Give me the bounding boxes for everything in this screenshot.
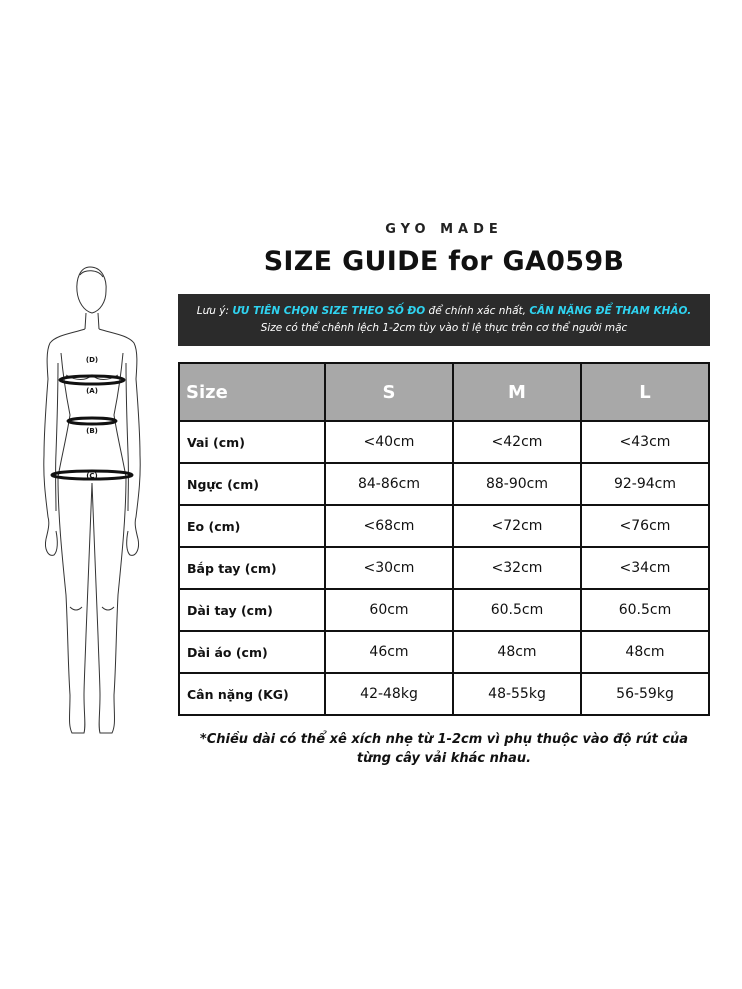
page-title: SIZE GUIDE for GA059B xyxy=(263,246,625,277)
measure-line-a xyxy=(60,376,124,384)
cell-s: 60cm xyxy=(325,589,453,631)
note-middle: để chính xác nhất, xyxy=(425,305,530,317)
cell-s: <68cm xyxy=(325,505,453,547)
cell-m: 48cm xyxy=(453,631,581,673)
cell-s: 46cm xyxy=(325,631,453,673)
table-row xyxy=(179,463,709,505)
label-a: (A) xyxy=(86,387,98,395)
cell-m: 88-90cm xyxy=(453,463,581,505)
note-line-2: Size có thể chênh lệch 1-2cm tùy vào tỉ lệ thực trên cơ thể người mặc xyxy=(260,322,628,334)
table-row xyxy=(179,505,709,547)
cell-l: 48cm xyxy=(581,631,709,673)
row-label: Dài tay (cm) xyxy=(179,589,325,631)
footnote-line-2: từng cây vải khác nhau. xyxy=(356,751,532,766)
cell-s: 42-48kg xyxy=(325,673,453,715)
cell-s: <40cm xyxy=(325,421,453,463)
note-banner xyxy=(178,294,710,346)
footnote xyxy=(178,730,710,768)
table-header-row xyxy=(179,363,709,421)
row-label: Dài áo (cm) xyxy=(179,631,325,673)
cell-m: <42cm xyxy=(453,421,581,463)
note-prefix: Lưu ý: xyxy=(196,305,233,317)
header-size: Size xyxy=(179,363,325,421)
note-line-1 xyxy=(178,303,710,320)
note-highlight-measure: ƯU TIÊN CHỌN SIZE THEO SỐ ĐO xyxy=(232,305,426,317)
cell-l: 92-94cm xyxy=(581,463,709,505)
cell-s: <30cm xyxy=(325,547,453,589)
brand-name: GYO MADE xyxy=(385,222,503,237)
row-label: Ngực (cm) xyxy=(179,463,325,505)
measure-line-b xyxy=(68,418,116,424)
table-row xyxy=(179,589,709,631)
header-m: M xyxy=(453,363,581,421)
row-label: Cân nặng (KG) xyxy=(179,673,325,715)
row-label: Bắp tay (cm) xyxy=(179,547,325,589)
table-row xyxy=(179,547,709,589)
cell-m: 60.5cm xyxy=(453,589,581,631)
label-d: (D) xyxy=(85,356,99,364)
cell-l: <43cm xyxy=(581,421,709,463)
cell-l: 60.5cm xyxy=(581,589,709,631)
body-measurement-figure xyxy=(28,255,168,755)
table-row xyxy=(179,421,709,463)
header-s: S xyxy=(325,363,453,421)
label-b: (B) xyxy=(86,427,98,435)
note-highlight-weight: CÂN NẶNG ĐỂ THAM KHẢO. xyxy=(529,305,692,317)
cell-m: 48-55kg xyxy=(453,673,581,715)
table-row xyxy=(179,631,709,673)
size-table xyxy=(178,362,710,716)
table-row xyxy=(179,673,709,715)
cell-l: <34cm xyxy=(581,547,709,589)
cell-l: <76cm xyxy=(581,505,709,547)
label-c: (C) xyxy=(86,472,98,480)
cell-m: <32cm xyxy=(453,547,581,589)
row-label: Vai (cm) xyxy=(179,421,325,463)
header-l: L xyxy=(581,363,709,421)
footnote-line-1: *Chiều dài có thể xê xích nhẹ từ 1-2cm vì phụ thuộc vào độ rút của xyxy=(199,732,689,747)
cell-l: 56-59kg xyxy=(581,673,709,715)
cell-m: <72cm xyxy=(453,505,581,547)
cell-s: 84-86cm xyxy=(325,463,453,505)
row-label: Eo (cm) xyxy=(179,505,325,547)
